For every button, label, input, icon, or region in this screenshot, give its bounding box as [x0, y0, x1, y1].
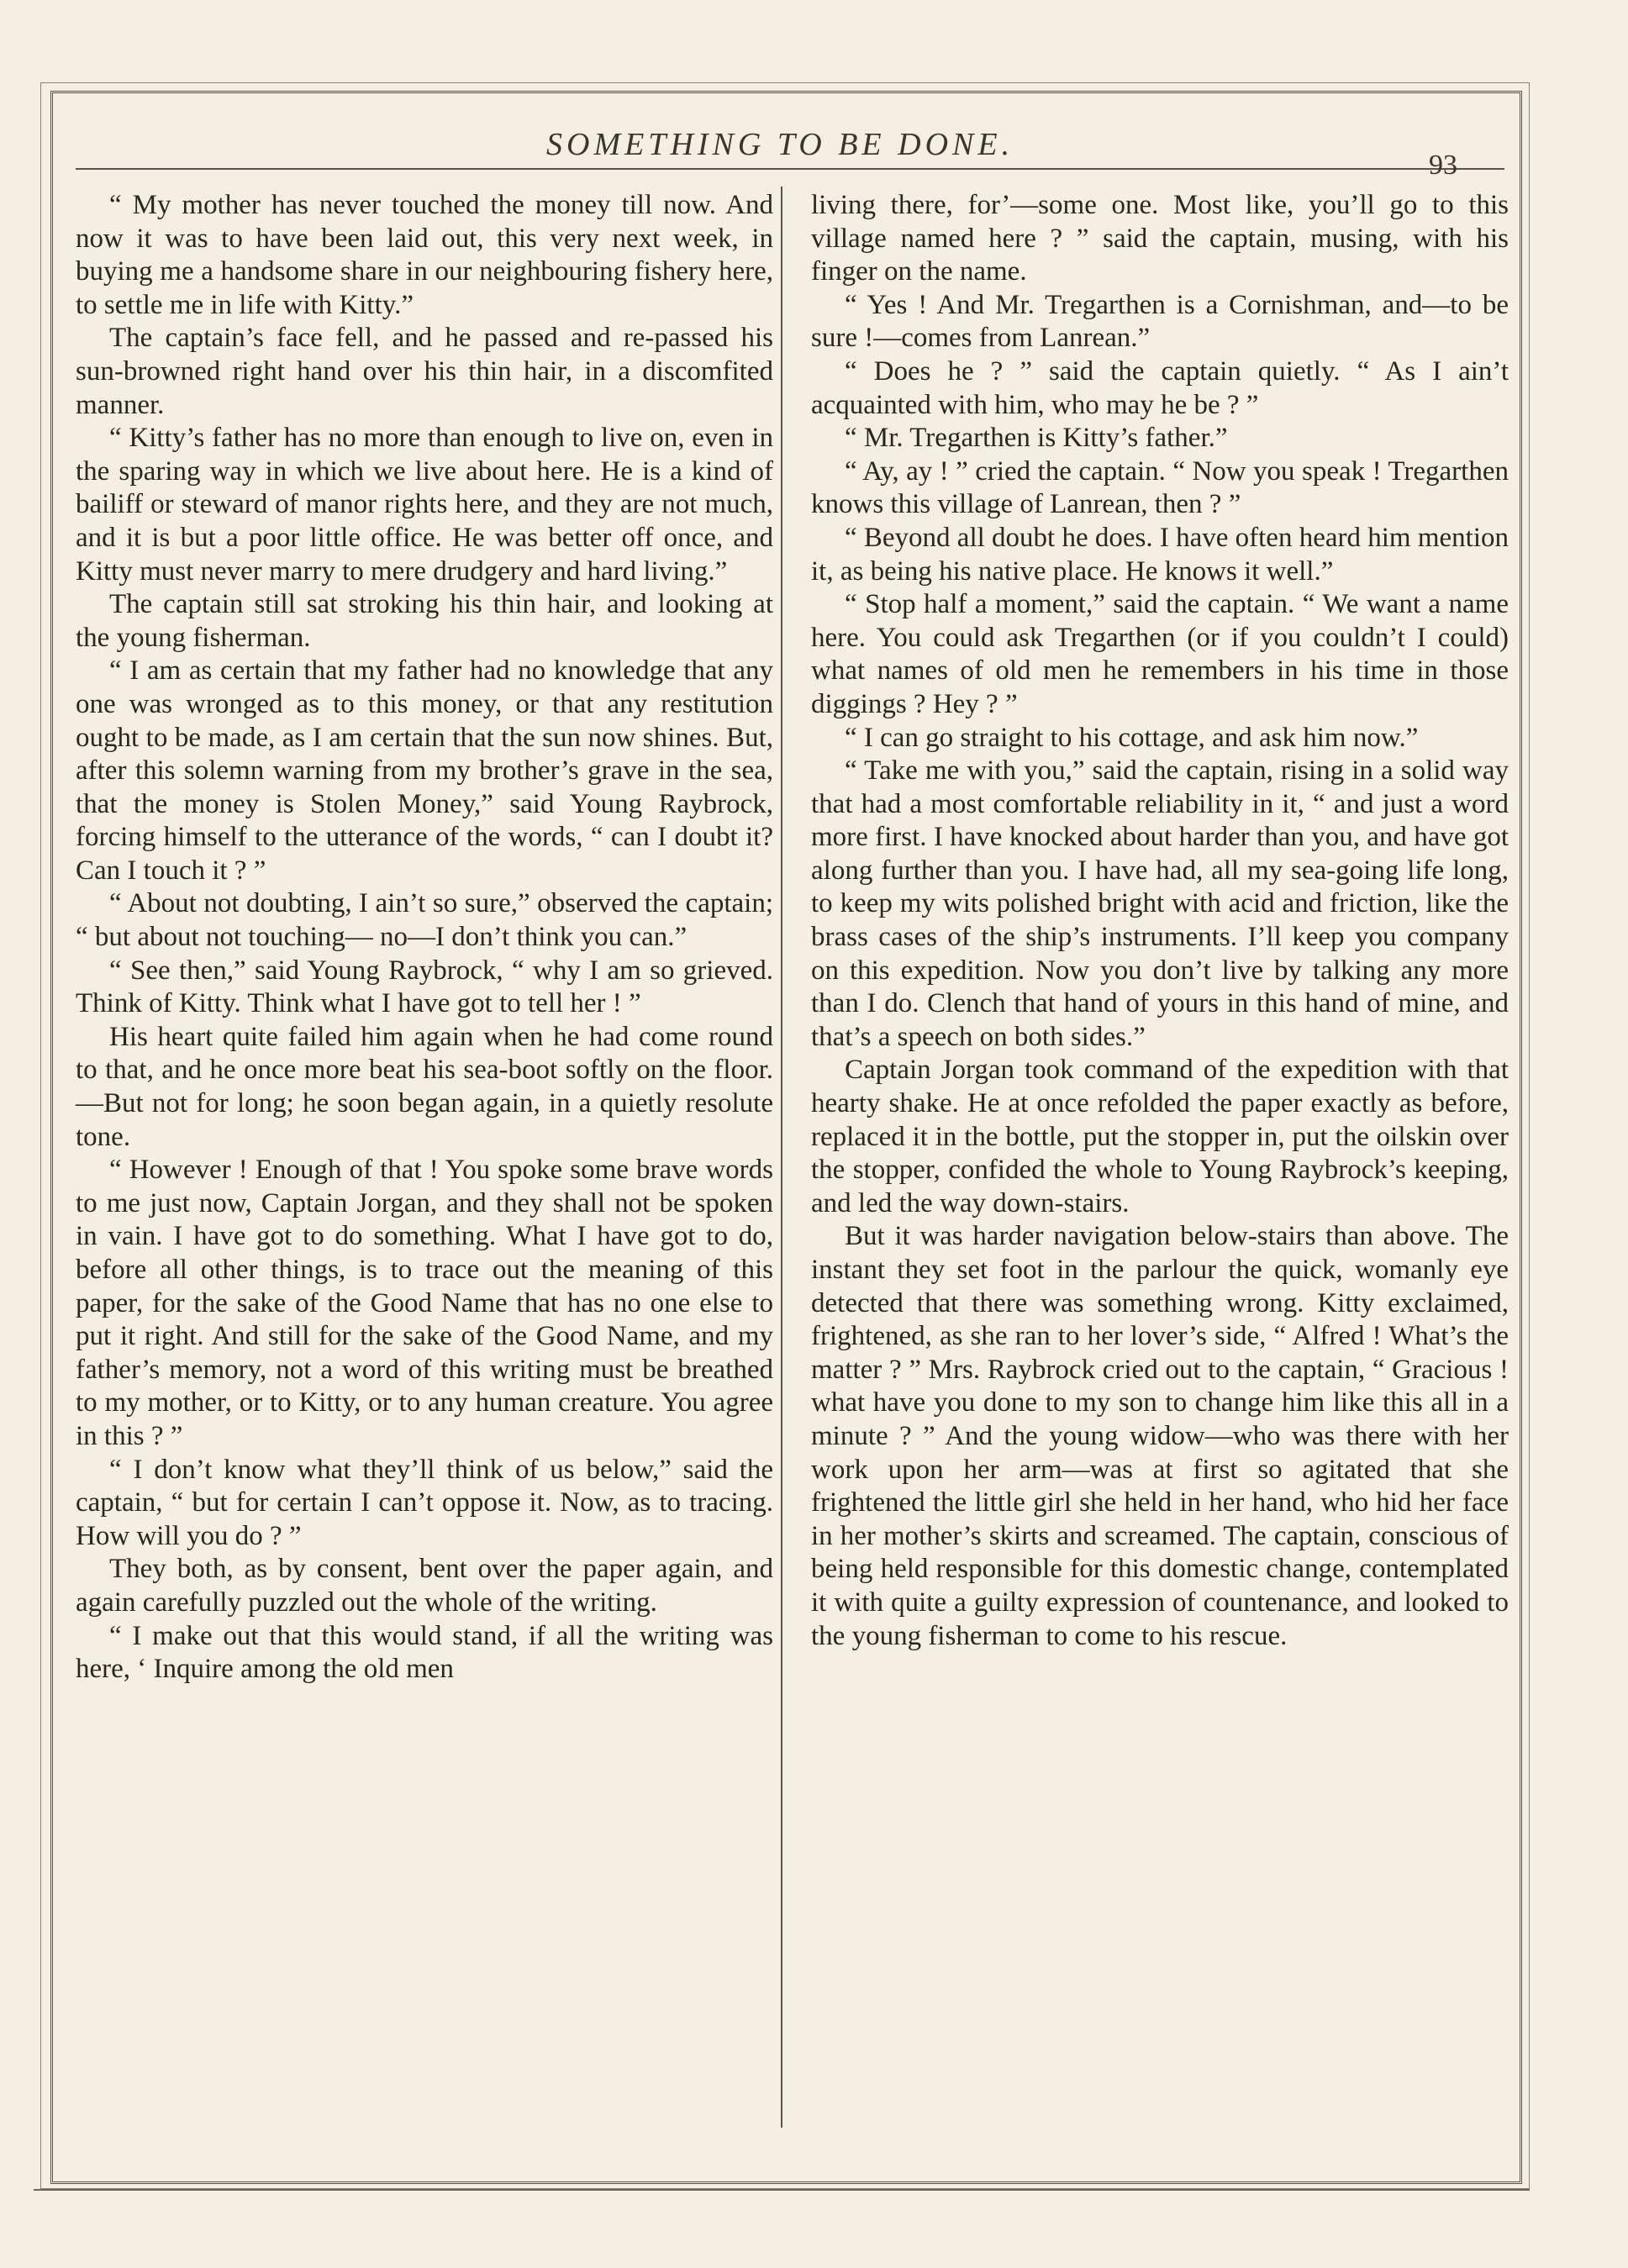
left-column [76, 189, 773, 1687]
paragraph: “ I am as certain that my father had no knowledge that any one was wronged as to this money, or that any restitution ought to be made, as I am certain that the sun now shines. But, after this solemn warning from my brother’s grave in the sea, that the money is Stolen Money,” said Young Raybrock, forcing himself to the utterance of the words, “ can I doubt it? Can I touch it ? ” [76, 655, 773, 886]
paragraph: “ Yes ! And Mr. Tregarthen is a Cornishman, and—to be sure !—comes from Lanrean.” [811, 289, 1509, 354]
paragraph: “ However ! Enough of that ! You spoke some brave words to me just now, Captain Jorgan, and they shall not be spoken in vain. I have got to do something. What I have got to do, before all other things, is to trace out the meaning of this paper, for the sake of the Good Name that has no one else to put it right. And still for the sake of the Good Name, and my father’s memory, not a word of this writing must be breathed to my mother, or to Kitty, or to any human creature. You agree in this ? ” [76, 1155, 773, 1451]
right-column [811, 189, 1509, 1653]
paragraph: The captain’s face fell, and he passed and re-passed his sun-browned right hand over his thin hair, in a discomfited manner. [76, 323, 773, 420]
running-title: SOMETHING TO BE DONE. [546, 127, 1014, 162]
paragraph: The captain still sat stroking his thin hair, and looking at the young fisherman. [76, 589, 773, 653]
paragraph: “ Kitty’s father has no more than enough to live on, even in the sparing way in which we live about here. He is a kind of bailiff or steward of manor rights here, and they are not much, and it is but a poor little office. He was better off once, and Kitty must never marry to mere drudgery and hard living.” [76, 423, 773, 587]
paragraph: “ Does he ? ” said the captain quietly. “ As I ain’t acquainted with him, who may he be ? ” [811, 355, 1509, 420]
paragraph: His heart quite failed him again when he had come round to that, and he once more beat his sea-boot softly on the floor.—But not for long; he soon began again, in a quietly resolute tone. [76, 1021, 773, 1152]
paragraph: Captain Jorgan took command of the expedition with that hearty shake. He at once refolded the paper exactly as before, replaced it in the bottle, put the stopper in, put the oilskin over the stopper, confided the whole to Young Raybrock’s keeping, and led the way down-stairs. [811, 1055, 1509, 1218]
paragraph: “ Ay, ay ! ” cried the captain. “ Now you speak ! Tregarthen knows this village of Lanrean, then ? ” [811, 455, 1509, 520]
paragraph: “ Beyond all doubt he does. I have often heard him mention it, as being his native place. He knows it well.” [811, 522, 1509, 587]
paragraph: living there, for’—some one. Most like, you’ll go to this village named here ? ” said the captain, musing, with his finger on the name. [811, 190, 1509, 287]
paragraph: “ See then,” said Young Raybrock, “ why I am so grieved. Think of Kitty. Think what I have got to tell her ! ” [76, 955, 773, 1019]
paragraph: “ I can go straight to his cottage, and ask him now.” [845, 722, 1419, 753]
bottom-rule [34, 2189, 1530, 2191]
paragraph: “ Stop half a moment,” said the captain. “ We want a name here. You could ask Tregarthen (or if you couldn’t I could) what names of old men he remembers in his time in those diggings ? Hey ? ” [811, 589, 1509, 719]
column-divider [781, 187, 782, 2128]
paragraph: “ I make out that this would stand, if all the writing was here, ‘ Inquire among the old men [76, 1620, 773, 1685]
paragraph: “ Take me with you,” said the captain, rising in a solid way that had a most comfortable reliability in it, “ and just a word more first. I have knocked about harder than you, and have got along further than you. I have had, all my sea-going life long, to keep my wits polished bright with acid and friction, like the brass cases of the ship’s instruments. I’ll keep you company on this expedition. Now you don’t live by talking any more than I do. Clench that hand of yours in this hand of mine, and that’s a speech on both sides.” [811, 755, 1509, 1052]
paragraph: “ I don’t know what they’ll think of us below,” said the captain, “ but for certain I can’t oppose it. Now, as to tracing. How will you do ? ” [76, 1454, 773, 1551]
paragraph: But it was harder navigation below-stairs than above. The instant they set foot in the parlour the quick, womanly eye detected that there was something wrong. Kitty exclaimed, frightened, as she ran to her lover’s side, “ Alfred ! What’s the matter ? ” Mrs. Raybrock cried out to the captain, “ Gracious ! what have you done to my son to change him like this all in a minute ? ” And the young widow—who was there with her work upon her arm—was at first so agitated that she frightened the little girl she held in her hand, who hid her face in her mother’s skirts and screamed. The captain, conscious of being held responsible for this domestic change, contemplated it with quite a guilty expression of countenance, and looked to the young fisherman to come to his rescue. [811, 1221, 1509, 1651]
running-head [76, 126, 1504, 170]
paragraph: “ My mother has never touched the money till now. And now it was to have been laid out, this very next week, in buying me a handsome share in our neighbouring fishery here, to settle me in life with Kitty.” [76, 190, 773, 320]
page-number: 93 [1429, 150, 1457, 181]
paragraph: They both, as by consent, bent over the paper again, and again carefully puzzled out the whole of the writing. [76, 1554, 773, 1618]
paragraph: “ About not doubting, I ain’t so sure,” observed the captain; “ but about not touching— no—I don’t think you can.” [76, 888, 773, 953]
paragraph: “ Mr. Tregarthen is Kitty’s father.” [845, 423, 1228, 454]
